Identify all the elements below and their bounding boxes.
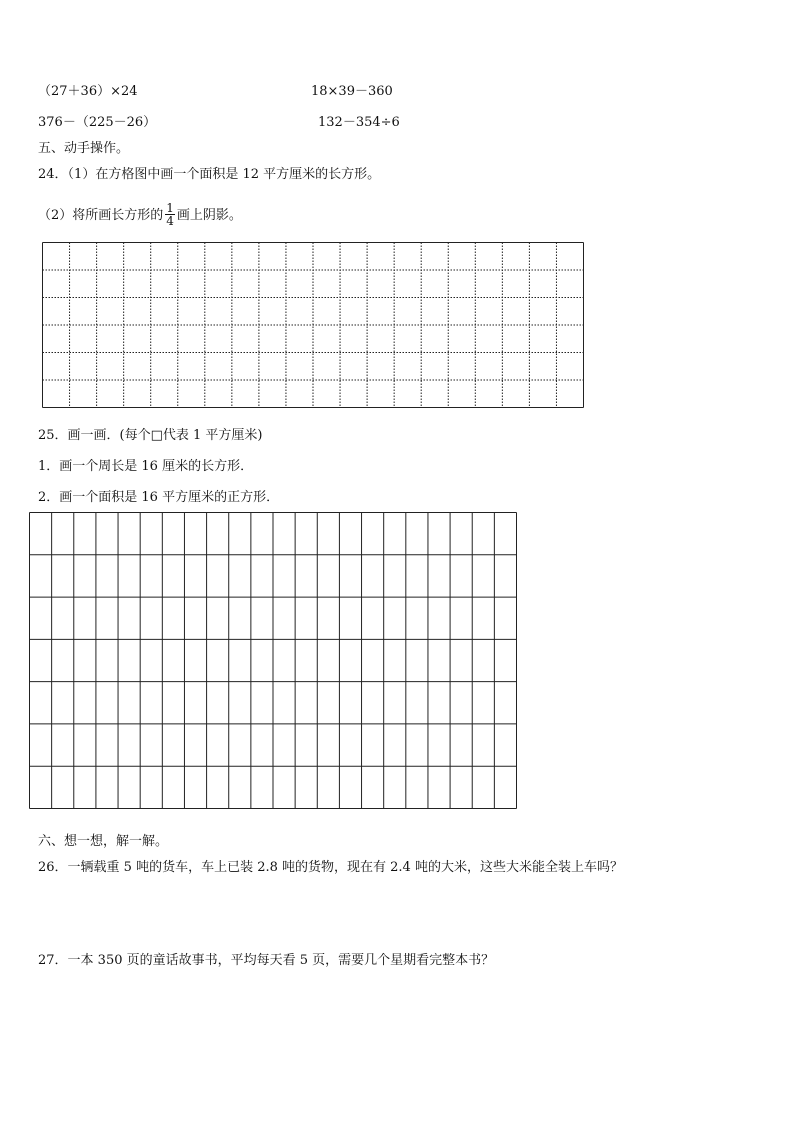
dotted-grid-24[interactable] (42, 242, 584, 408)
expression-3: 376－（225－26） (38, 115, 157, 130)
fraction-one-quarter (165, 202, 175, 227)
question-26-text: 26．一辆载重 5 吨的货车，车上已装 2.8 吨的货物，现在有 2.4 吨的大米，这些大米能全装上车吗？ (38, 860, 623, 875)
question-24-part-2 (38, 203, 242, 228)
question-27-text: 27．一本 350 页的童话故事书，平均每天看 5 页，需要几个星期看完整本书？ (38, 953, 495, 968)
section-5-title: 五、动手操作。 (38, 141, 130, 156)
section-6-title: 六、想一想，解一解。 (38, 834, 169, 849)
question-24-part-1: 24．（1）在方格图中画一个面积是 12 平方厘米的长方形。 (38, 167, 381, 182)
expression-1: （27＋36）×24 (38, 84, 138, 99)
question-25-title: 25．画一画．(每个□代表 1 平方厘米) (38, 428, 263, 443)
solid-grid-25[interactable] (29, 512, 517, 809)
fraction-denominator: 4 (166, 214, 174, 228)
expression-4: 132－354÷6 (318, 115, 400, 130)
question-25-item-1: 1．画一个周长是 16 厘米的长方形． (38, 459, 254, 474)
expression-2: 18×39－360 (311, 84, 393, 99)
fraction-numerator: 1 (166, 201, 174, 215)
question-24-part-2-suffix: 画上阴影。 (176, 208, 242, 223)
question-25-item-2: 2．画一个面积是 16 平方厘米的正方形． (38, 490, 280, 505)
question-24-part-2-prefix: （2）将所画长方形的 (38, 208, 164, 223)
